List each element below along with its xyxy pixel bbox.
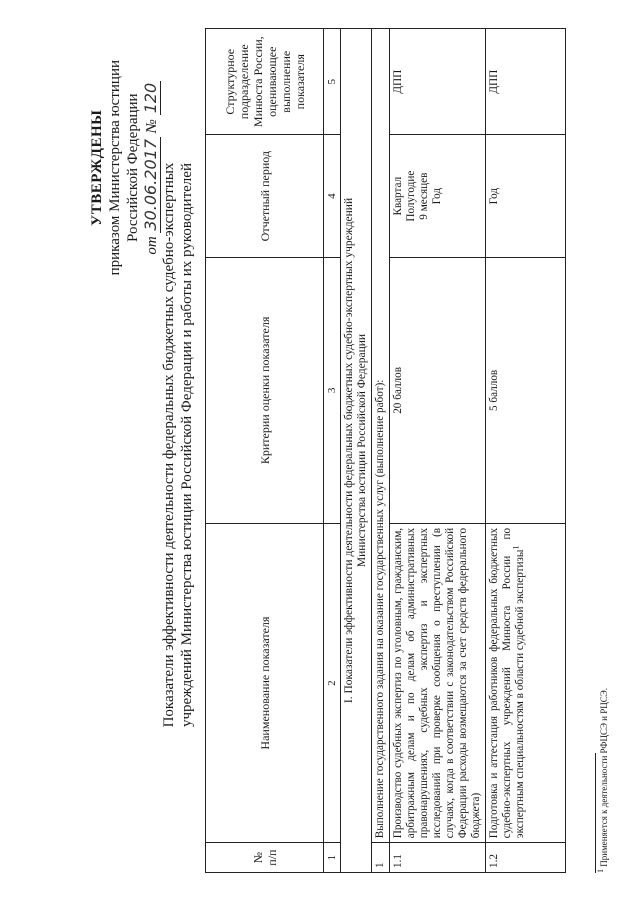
row-num: 1.1 (390, 843, 486, 873)
header-name: Наименование показателя (206, 523, 324, 842)
approval-date-line (142, 60, 161, 275)
section-title (341, 29, 372, 873)
group-num: 1 (372, 843, 390, 873)
section-line-2: Министерства юстиции Российской Федерации (356, 333, 368, 568)
approval-line-2: Российской Федерации (125, 93, 141, 242)
table-row (486, 29, 566, 873)
row-num: 1.2 (486, 843, 566, 873)
footnote (595, 688, 610, 873)
header-row (206, 29, 324, 873)
index-cell: 4 (324, 135, 341, 257)
title-line-2: учреждений Министерства юстиции Российской Федерации и работы их руководителей (179, 163, 195, 727)
section-row (341, 29, 372, 873)
document-title (160, 95, 196, 795)
row-period (486, 135, 566, 257)
row-criteria: 20 баллов (390, 257, 486, 523)
period-item: Год (488, 187, 500, 205)
row-name: Производство судебных экспертиз по уголовным, гражданским, арбитражным делам и по делам об административных правонарушениях, судебных экспертиз и экспертных исследований при проверке сообщения о преступлении (в случаях, когда в соответствии с законодательством Российской Федерации расходы возмещаются за счет средств федерального бюджета) (390, 523, 486, 842)
footnote-mark: 1 (596, 869, 605, 873)
row-period (390, 135, 486, 257)
approval-date: 30.06.2017 (141, 138, 160, 231)
index-row (324, 29, 341, 873)
header-period: Отчетный период (206, 135, 324, 257)
approval-stamp (88, 60, 161, 275)
approval-line-1: приказом Министерства юстиции (107, 60, 123, 276)
table-row (390, 29, 486, 873)
index-cell: 2 (324, 523, 341, 842)
group-row (372, 29, 390, 873)
period-item: Полугодие (405, 170, 417, 222)
row-name: Подготовка и аттестация работников федеральных бюджетных судебно-экспертных учреждений Минюста России по экспертным специальностям в области судебной экспертизы (488, 527, 526, 839)
title-line-1: Показатели эффективности деятельности федеральных бюджетных судебно-экспертных (161, 162, 177, 728)
approval-heading: УТВЕРЖДЕНЫ (89, 109, 105, 226)
date-prefix: от (144, 236, 160, 255)
row-criteria: 5 баллов (486, 257, 566, 523)
row-department: ДПП (390, 29, 486, 135)
footnote-text: Применяется к деятельности РФЦСЭ и РЦСЭ. (599, 688, 609, 867)
section-line-1: I. Показатели эффективности деятельности федеральных бюджетных судебно-экспертных учреждений (343, 197, 355, 704)
index-cell: 3 (324, 257, 341, 523)
indicators-table (205, 28, 566, 873)
index-cell: 5 (324, 29, 341, 135)
row-name-cell (486, 523, 566, 842)
footnote-ref: 1 (511, 545, 521, 550)
period-item: Квартал (392, 176, 404, 216)
header-criteria: Критерии оценки показателя (206, 257, 324, 523)
row-department: ДПП (486, 29, 566, 135)
period-item: 9 месяцев (418, 172, 430, 220)
header-num: № п/п (206, 843, 324, 873)
header-department: Структурное подразделение Минюста России, оценивающее выполнение показателя (206, 29, 324, 135)
period-item: Год (431, 187, 443, 205)
number-prefix: № (144, 119, 160, 134)
footnote-rule (595, 753, 596, 873)
index-cell: 1 (324, 843, 341, 873)
approval-number: 120 (141, 82, 160, 114)
group-text: Выполнение государственного задания на оказание государственных услуг (выполнение работ): (372, 29, 390, 843)
